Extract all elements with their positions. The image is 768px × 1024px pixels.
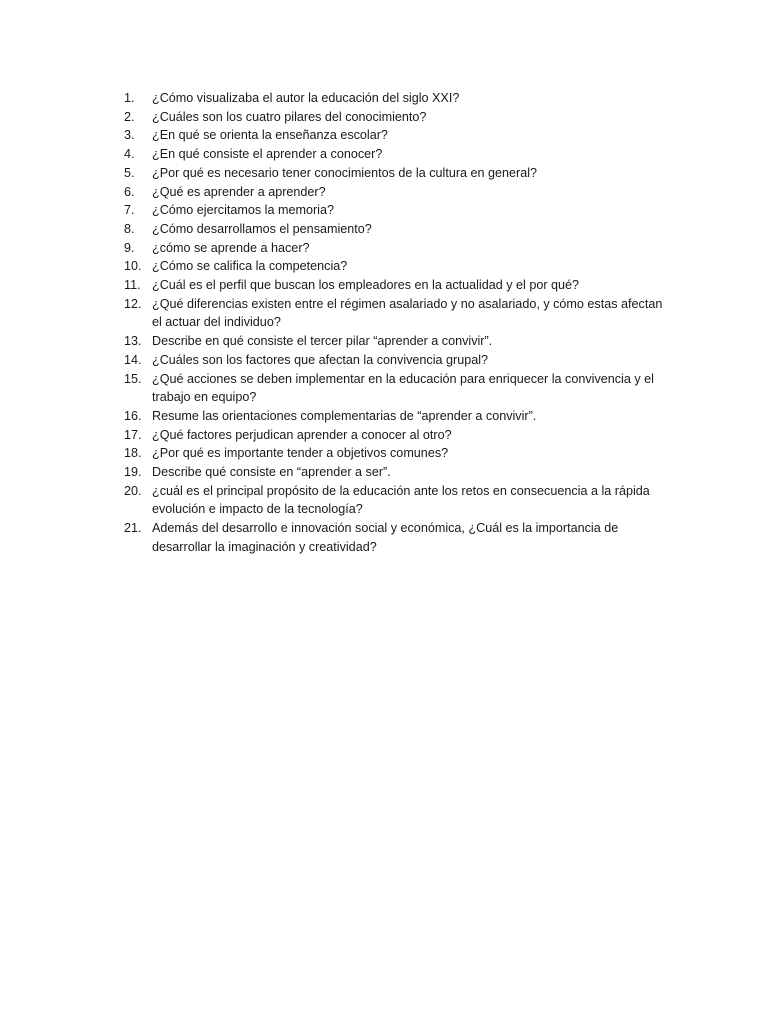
list-item — [124, 295, 664, 332]
question-number: 2. — [124, 109, 135, 124]
question-text: Describe en qué consiste el tercer pilar “aprender a convivir”. — [152, 334, 493, 349]
question-text: ¿En qué se orienta la enseñanza escolar? — [152, 128, 388, 143]
list-item — [124, 370, 664, 407]
question-number: 19. — [124, 465, 142, 480]
question-number: 3. — [124, 128, 135, 143]
list-item — [124, 519, 664, 556]
list-item — [124, 463, 664, 482]
question-text: ¿Por qué es importante tender a objetivos comunes? — [152, 446, 449, 461]
list-item — [124, 89, 664, 108]
question-number: 4. — [124, 147, 135, 162]
list-item — [124, 257, 664, 276]
question-number: 20. — [124, 483, 142, 498]
question-number: 15. — [124, 371, 142, 386]
question-number: 8. — [124, 221, 135, 236]
question-text: ¿Cuál es el perfil que buscan los empleadores en la actualidad y el por qué? — [152, 278, 580, 293]
question-text: ¿En qué consiste el aprender a conocer? — [152, 147, 383, 162]
question-number: 6. — [124, 184, 135, 199]
list-item — [124, 108, 664, 127]
question-text: ¿Cómo se califica la competencia? — [152, 259, 348, 274]
question-number: 7. — [124, 203, 135, 218]
question-number: 14. — [124, 352, 142, 367]
question-number: 9. — [124, 240, 135, 255]
list-item — [124, 201, 664, 220]
question-text: ¿Cómo ejercitamos la memoria? — [152, 203, 334, 218]
list-item — [124, 276, 664, 295]
list-item — [124, 351, 664, 370]
question-text: ¿Por qué es necesario tener conocimientos de la cultura en general? — [152, 165, 538, 180]
list-item — [124, 145, 664, 164]
question-number: 12. — [124, 296, 142, 311]
question-text: ¿cómo se aprende a hacer? — [152, 240, 310, 255]
question-text: ¿Qué factores perjudican aprender a conocer al otro? — [152, 427, 452, 442]
question-text: ¿Qué diferencias existen entre el régimen asalariado y no asalariado, y cómo estas afectan el actuar del individuo? — [152, 296, 663, 330]
question-list — [124, 89, 664, 557]
question-text: ¿Cuáles son los cuatro pilares del conocimiento? — [152, 109, 427, 124]
question-number: 16. — [124, 408, 142, 423]
question-text: ¿cuál es el principal propósito de la educación ante los retos en consecuencia a la rápida evolución e impacto de la tecnología? — [152, 483, 650, 517]
list-item — [124, 239, 664, 258]
list-item — [124, 426, 664, 445]
list-item — [124, 332, 664, 351]
list-item — [124, 126, 664, 145]
list-item — [124, 482, 664, 519]
question-text: ¿Qué es aprender a aprender? — [152, 184, 326, 199]
list-item — [124, 220, 664, 239]
list-item — [124, 444, 664, 463]
question-text: ¿Cómo desarrollamos el pensamiento? — [152, 221, 372, 236]
question-number: 18. — [124, 446, 142, 461]
question-text: ¿Qué acciones se deben implementar en la educación para enriquecer la convivencia y el trabajo en equipo? — [152, 371, 654, 405]
question-text: ¿Cuáles son los factores que afectan la convivencia grupal? — [152, 352, 489, 367]
question-number: 10. — [124, 259, 142, 274]
question-number: 5. — [124, 165, 135, 180]
question-number: 21. — [124, 521, 142, 536]
question-number: 11. — [124, 278, 141, 293]
list-item — [124, 164, 664, 183]
question-number: 17. — [124, 427, 142, 442]
question-text: ¿Cómo visualizaba el autor la educación del siglo XXI? — [152, 91, 460, 105]
question-number: 13. — [124, 334, 142, 349]
question-text: Además del desarrollo e innovación social y económica, ¿Cuál es la importancia de desarrollar la imaginación y creatividad? — [152, 521, 619, 554]
list-item — [124, 407, 664, 426]
question-number: 1. — [124, 91, 135, 105]
question-text: Describe qué consiste en “aprender a ser”. — [152, 465, 391, 480]
list-item — [124, 183, 664, 202]
question-text: Resume las orientaciones complementarias de “aprender a convivir”. — [152, 408, 537, 423]
